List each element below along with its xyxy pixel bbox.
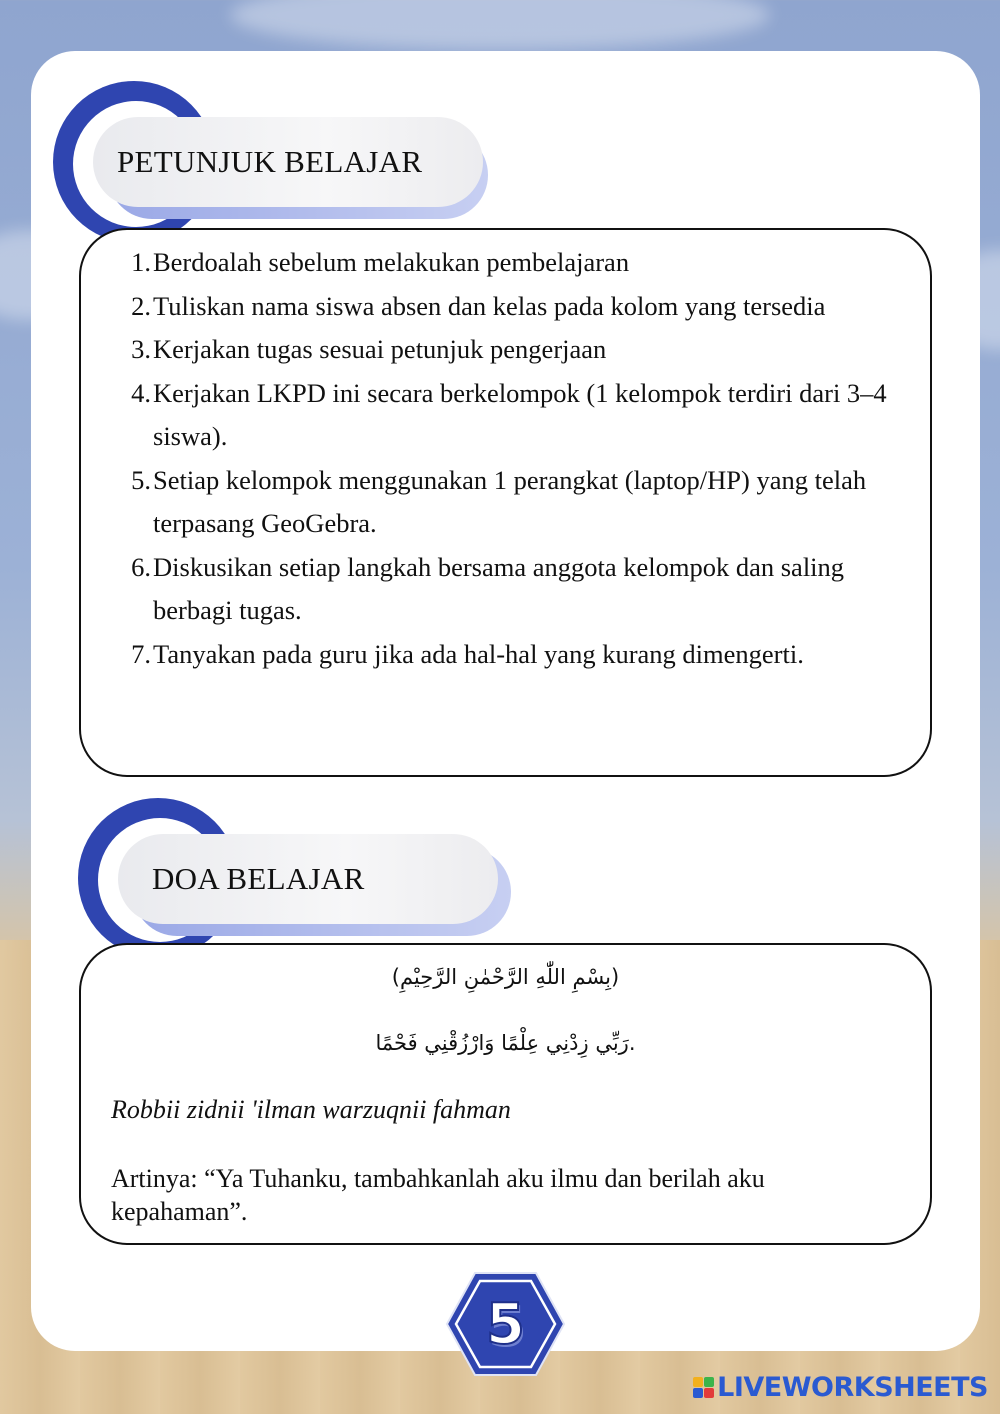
liveworksheets-logo[interactable]	[693, 1372, 988, 1403]
list-item: 5. Setiap kelompok menggunakan 1 perangkat (laptop/HP) yang telah terpasang GeoGebra.	[131, 464, 867, 538]
list-item: 7. Tanyakan pada guru jika ada hal-hal yang kurang dimengerti.	[131, 638, 804, 669]
doa-title: DOA BELAJAR	[152, 861, 365, 896]
petunjuk-box	[79, 228, 932, 777]
worksheet-page	[31, 51, 980, 1351]
section-title	[93, 117, 483, 207]
instruction-list	[81, 241, 917, 676]
page-number-badge	[445, 1271, 566, 1377]
prayer-arabic-text: رَبِّي زِدْنِي عِلْمًا وَارْزُقْنِي فَحْمًا.	[375, 1031, 636, 1055]
list-item: 3. Kerjakan tugas sesuai petunjuk pengerjaan	[131, 334, 607, 364]
basmala-text: (بِسْمِ اللّٰهِ الرَّحْمٰنِ الرَّحِيْمِ)	[391, 965, 620, 989]
brand-name: LIVEWORKSHEETS	[717, 1372, 988, 1403]
page-number: 5	[486, 1291, 525, 1357]
petunjuk-title: PETUNJUK BELAJAR	[117, 144, 423, 179]
meaning-text: Artinya: “Ya Tuhanku, tambahkanlah aku ilmu dan berilah aku kepahaman”.	[111, 1164, 765, 1226]
section-title	[118, 834, 498, 924]
transliteration-text: Robbii zidnii 'ilman warzuqnii fahman	[111, 1095, 511, 1124]
list-item: 6. Diskusikan setiap langkah bersama anggota kelompok dan saling berbagi tugas.	[131, 551, 845, 625]
list-item: 4. Kerjakan LKPD ini secara berkelompok (1 kelompok terdiri dari 3–4 siswa).	[131, 377, 887, 451]
list-item: 1. Berdoalah sebelum melakukan pembelajaran	[131, 247, 630, 277]
logo-icon	[693, 1377, 714, 1398]
list-item: 2. Tuliskan nama siswa absen dan kelas pada kolom yang tersedia	[131, 290, 826, 321]
background-cloud	[230, 0, 770, 50]
doa-box	[79, 943, 932, 1245]
